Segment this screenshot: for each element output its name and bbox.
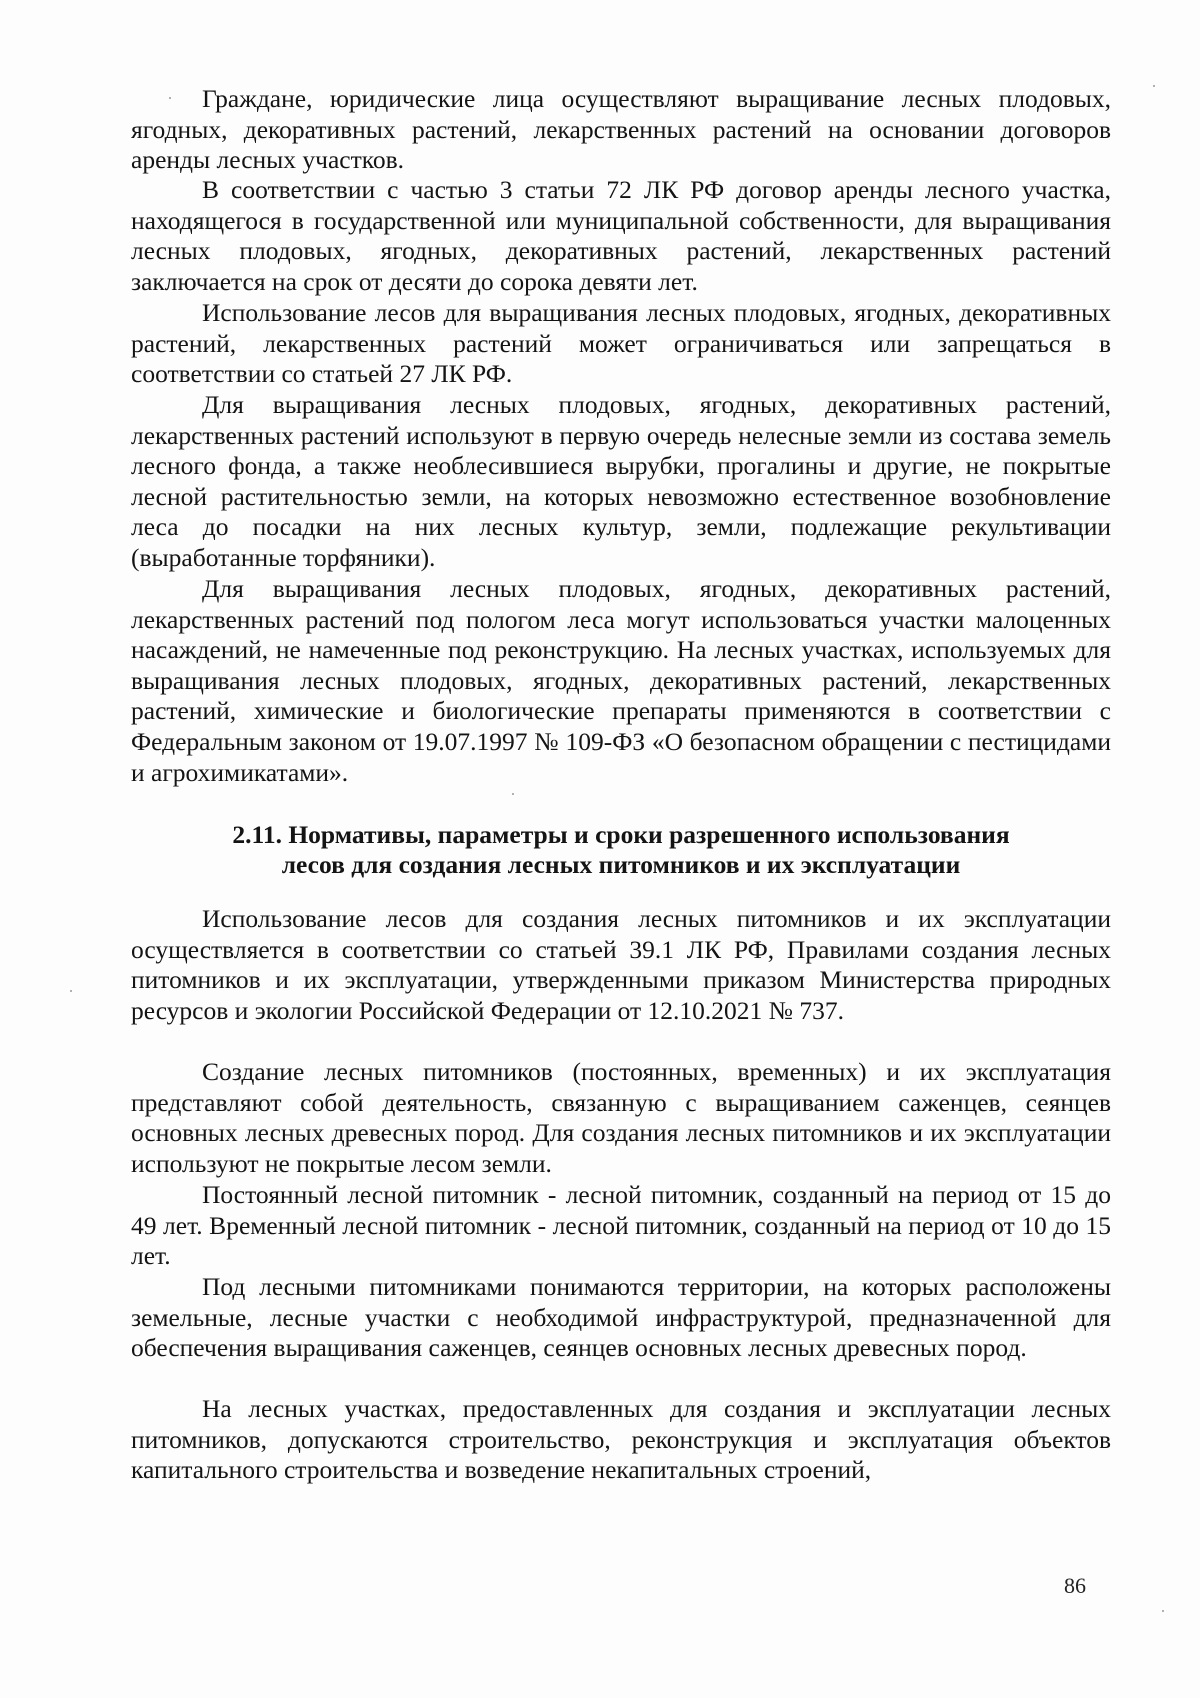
paragraph-nursery-regulation: Использование лесов для создания лесных питомников и их эксплуатации осуществляется в соответствии со статьей 39.1 ЛК РФ, Правилами создания лесных питомников и их эксплуатации, утвержденными приказом Министерства природных ресурсов и экологии Российской Федерации от 12.10.2021 № 737. — [131, 904, 1111, 1025]
paragraph-nursery-definition: Создание лесных питомников (постоянных, временных) и их эксплуатация представляют собой деятельность, связанную с выращиванием саженцев, сеянцев основных лесных древесных пород. Для создания лесных питомников и их эксплуатации используют не покрытые лесом земли. — [131, 1057, 1111, 1178]
scan-speck — [512, 793, 514, 795]
section-heading-line-1: 2.11. Нормативы, параметры и сроки разрешенного использования — [232, 820, 1010, 849]
paragraph-leasing: Граждане, юридические лица осуществляют выращивание лесных плодовых, ягодных, декоративных растений, лекарственных растений на основании договоров аренды лесных участков. — [131, 84, 1111, 175]
section-heading — [131, 820, 1111, 880]
paragraph-nursery-territory: Под лесными питомниками понимаются территории, на которых расположены земельные, лесные участки с необходимой инфраструктурой, предназначенной для обеспечения выращивания саженцев, сеянцев основных лесных древесных пород. — [131, 1272, 1111, 1363]
paragraph-nursery-construction: На лесных участках, предоставленных для создания и эксплуатации лесных питомников, допускаются строительство, реконструкция и эксплуатация объектов капитального строительства и возведение некапитальных строений, — [131, 1394, 1111, 1485]
paragraph-lease-term: В соответствии с частью 3 статьи 72 ЛК РФ договор аренды лесного участка, находящегося в государственной или муниципальной собственности, для выращивания лесных плодовых, ягодных, декоративных растений, лекарственных растений заключается на срок от десяти до сорока девяти лет. — [131, 175, 1111, 296]
paragraph-restrictions: Использование лесов для выращивания лесных плодовых, ягодных, декоративных растений, лекарственных растений может ограничиваться или запрещаться в соответствии со статьей 27 ЛК РФ. — [131, 298, 1111, 389]
scan-speck — [169, 97, 171, 99]
page-number: 86 — [1064, 1573, 1086, 1598]
paragraph-nursery-types: Постоянный лесной питомник - лесной питомник, созданный на период от 15 до 49 лет. Временный лесной питомник - лесной питомник, созданный на период от 10 до 15 лет. — [131, 1180, 1111, 1271]
scan-speck — [1162, 1610, 1164, 1612]
scan-speck — [70, 990, 72, 992]
section-heading-line-2: лесов для создания лесных питомников и их эксплуатации — [281, 850, 961, 879]
paragraph-canopy-use: Для выращивания лесных плодовых, ягодных, декоративных растений, лекарственных растений под пологом леса могут использоваться участки малоценных насаждений, не намеченные под реконструкцию. На лесных участках, используемых для выращивания лесных плодовых, ягодных, декоративных растений, лекарственных растений, химические и биологические препараты применяются в соответствии с Федеральным законом от 19.07.1997 № 109-ФЗ «О безопасном обращении с пестицидами и агрохимикатами». — [131, 574, 1111, 787]
paragraph-land-use: Для выращивания лесных плодовых, ягодных, декоративных растений, лекарственных растений используют в первую очередь нелесные земли из состава земель лесного фонда, а также необлесившиеся вырубки, прогалины и другие, не покрытые лесной растительностью земли, на которых невозможно естественное возобновление леса до посадки на них лесных культур, земли, подлежащие рекультивации (выработанные торфяники). — [131, 390, 1111, 572]
scan-speck — [1153, 85, 1155, 87]
